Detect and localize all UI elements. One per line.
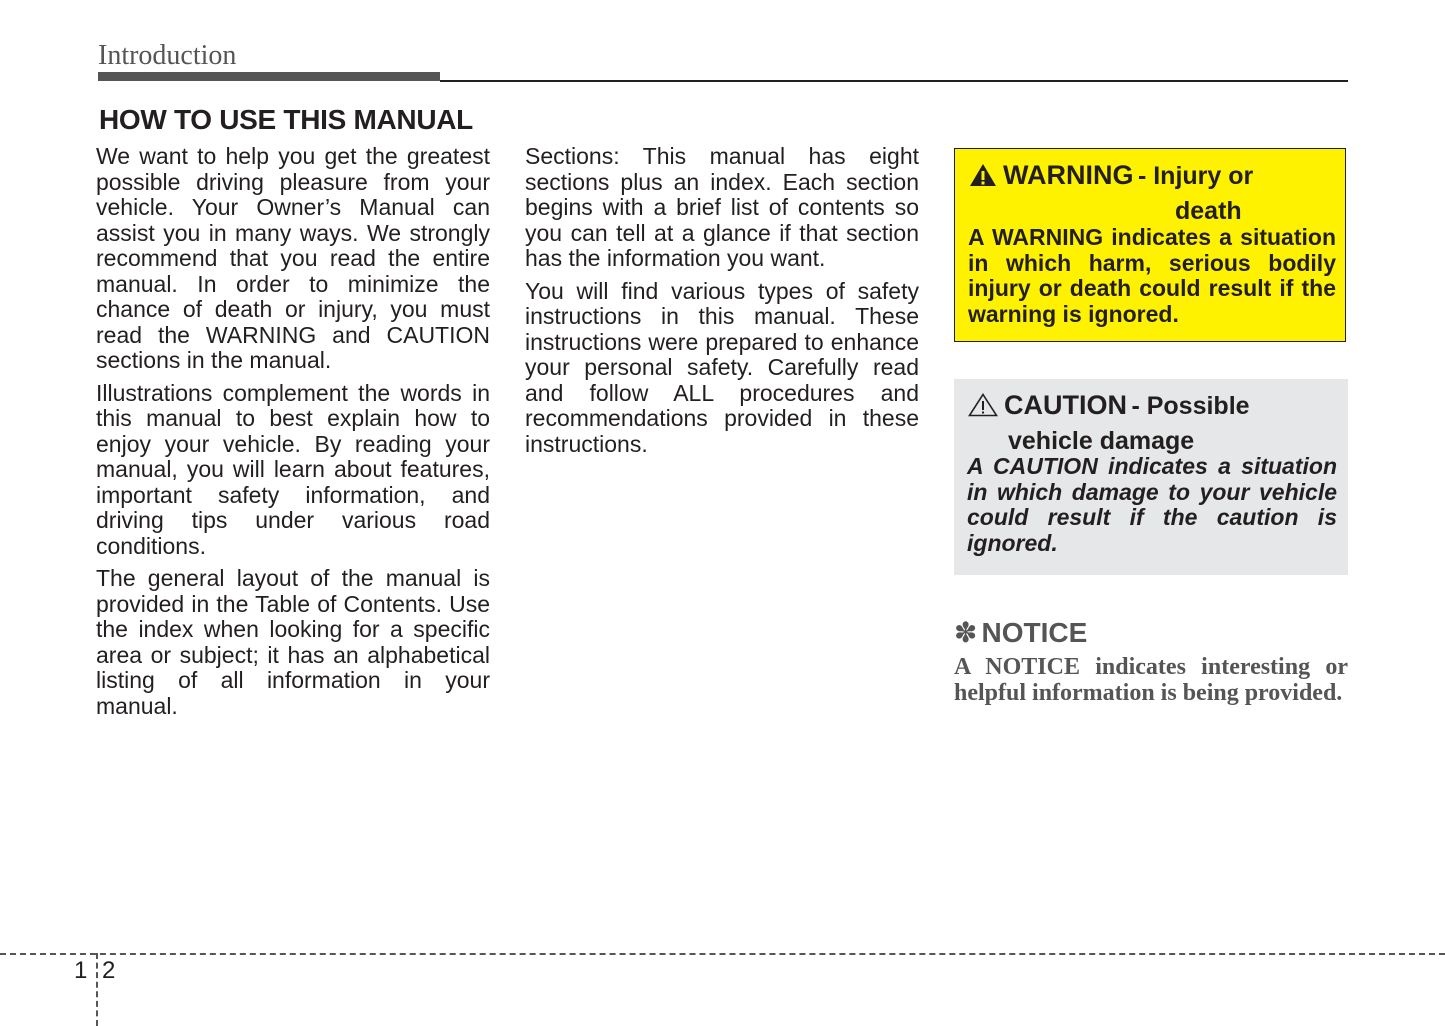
caution-subtitle-line2: vehicle damage [1008, 427, 1195, 455]
footer-section-number: 1 [74, 957, 88, 984]
text-column-2 [525, 144, 919, 464]
footer-vertical-divider [96, 953, 98, 1026]
warning-label: WARNING [1003, 160, 1134, 190]
warning-triangle-icon [969, 163, 997, 197]
caution-heading [968, 391, 1338, 455]
header-thick-bar [98, 72, 440, 81]
running-header-title: Introduction [98, 40, 237, 71]
notice-text: A NOTICE indicates interesting or helpful information is being provided. [954, 654, 1348, 706]
warning-subtitle: - Injury or [1137, 162, 1254, 190]
warning-heading [969, 161, 1339, 225]
footer-dashed-rule [0, 953, 1445, 955]
caution-subtitle: - Possible [1131, 392, 1250, 420]
section-title: HOW TO USE THIS MANUAL [99, 104, 473, 135]
caution-label: CAUTION [1004, 390, 1127, 420]
footer-page-number: 2 [102, 957, 116, 984]
caution-triangle-icon [968, 393, 998, 427]
paragraph: Sections: This manual has eight sections plus an index. Each section begins with a brief list of contents so you can tell at a glance if that section has the information you want. [525, 143, 919, 271]
warning-text: A WARNING indicates a situation in which harm, serious bodily injury or death could result if the warning is ignored. [968, 224, 1336, 327]
paragraph: You will find various types of safety instructions in this manual. These instructions were prepared to enhance your personal safety. Carefully read and follow ALL procedures and recommendations provided in these instructions. [525, 277, 919, 457]
notice-label: NOTICE [981, 617, 1088, 648]
paragraph: Illustrations complement the words in this manual to best explain how to enjoy your vehicle. By reading your manual, you will learn about features, important safety information, and driving tips under various road conditions. [96, 379, 490, 559]
warning-box [954, 148, 1346, 342]
warning-subtitle-line2: death [1175, 197, 1242, 225]
notice-asterisk-icon: ✽ [954, 617, 978, 648]
paragraph: The general layout of the manual is provided in the Table of Contents. Use the index when looking for a specific area or subject; it has an alphabetical listing of all information in your manual. [96, 565, 490, 719]
notice-heading [954, 616, 1087, 650]
caution-text: A CAUTION indicates a situation in which damage to your vehicle could result if the caution is ignored. [967, 453, 1337, 556]
text-column-1 [96, 144, 490, 726]
paragraph: We want to help you get the greatest possible driving pleasure from your vehicle. Your Owner’s Manual can assist you in many ways. We strongly recommend that you read the entire manual. In order to minimize the chance of death or injury, you must read the WARNING and CAUTION sections in the manual. [96, 143, 490, 373]
header-rule [440, 80, 1348, 82]
caution-box [954, 379, 1348, 575]
